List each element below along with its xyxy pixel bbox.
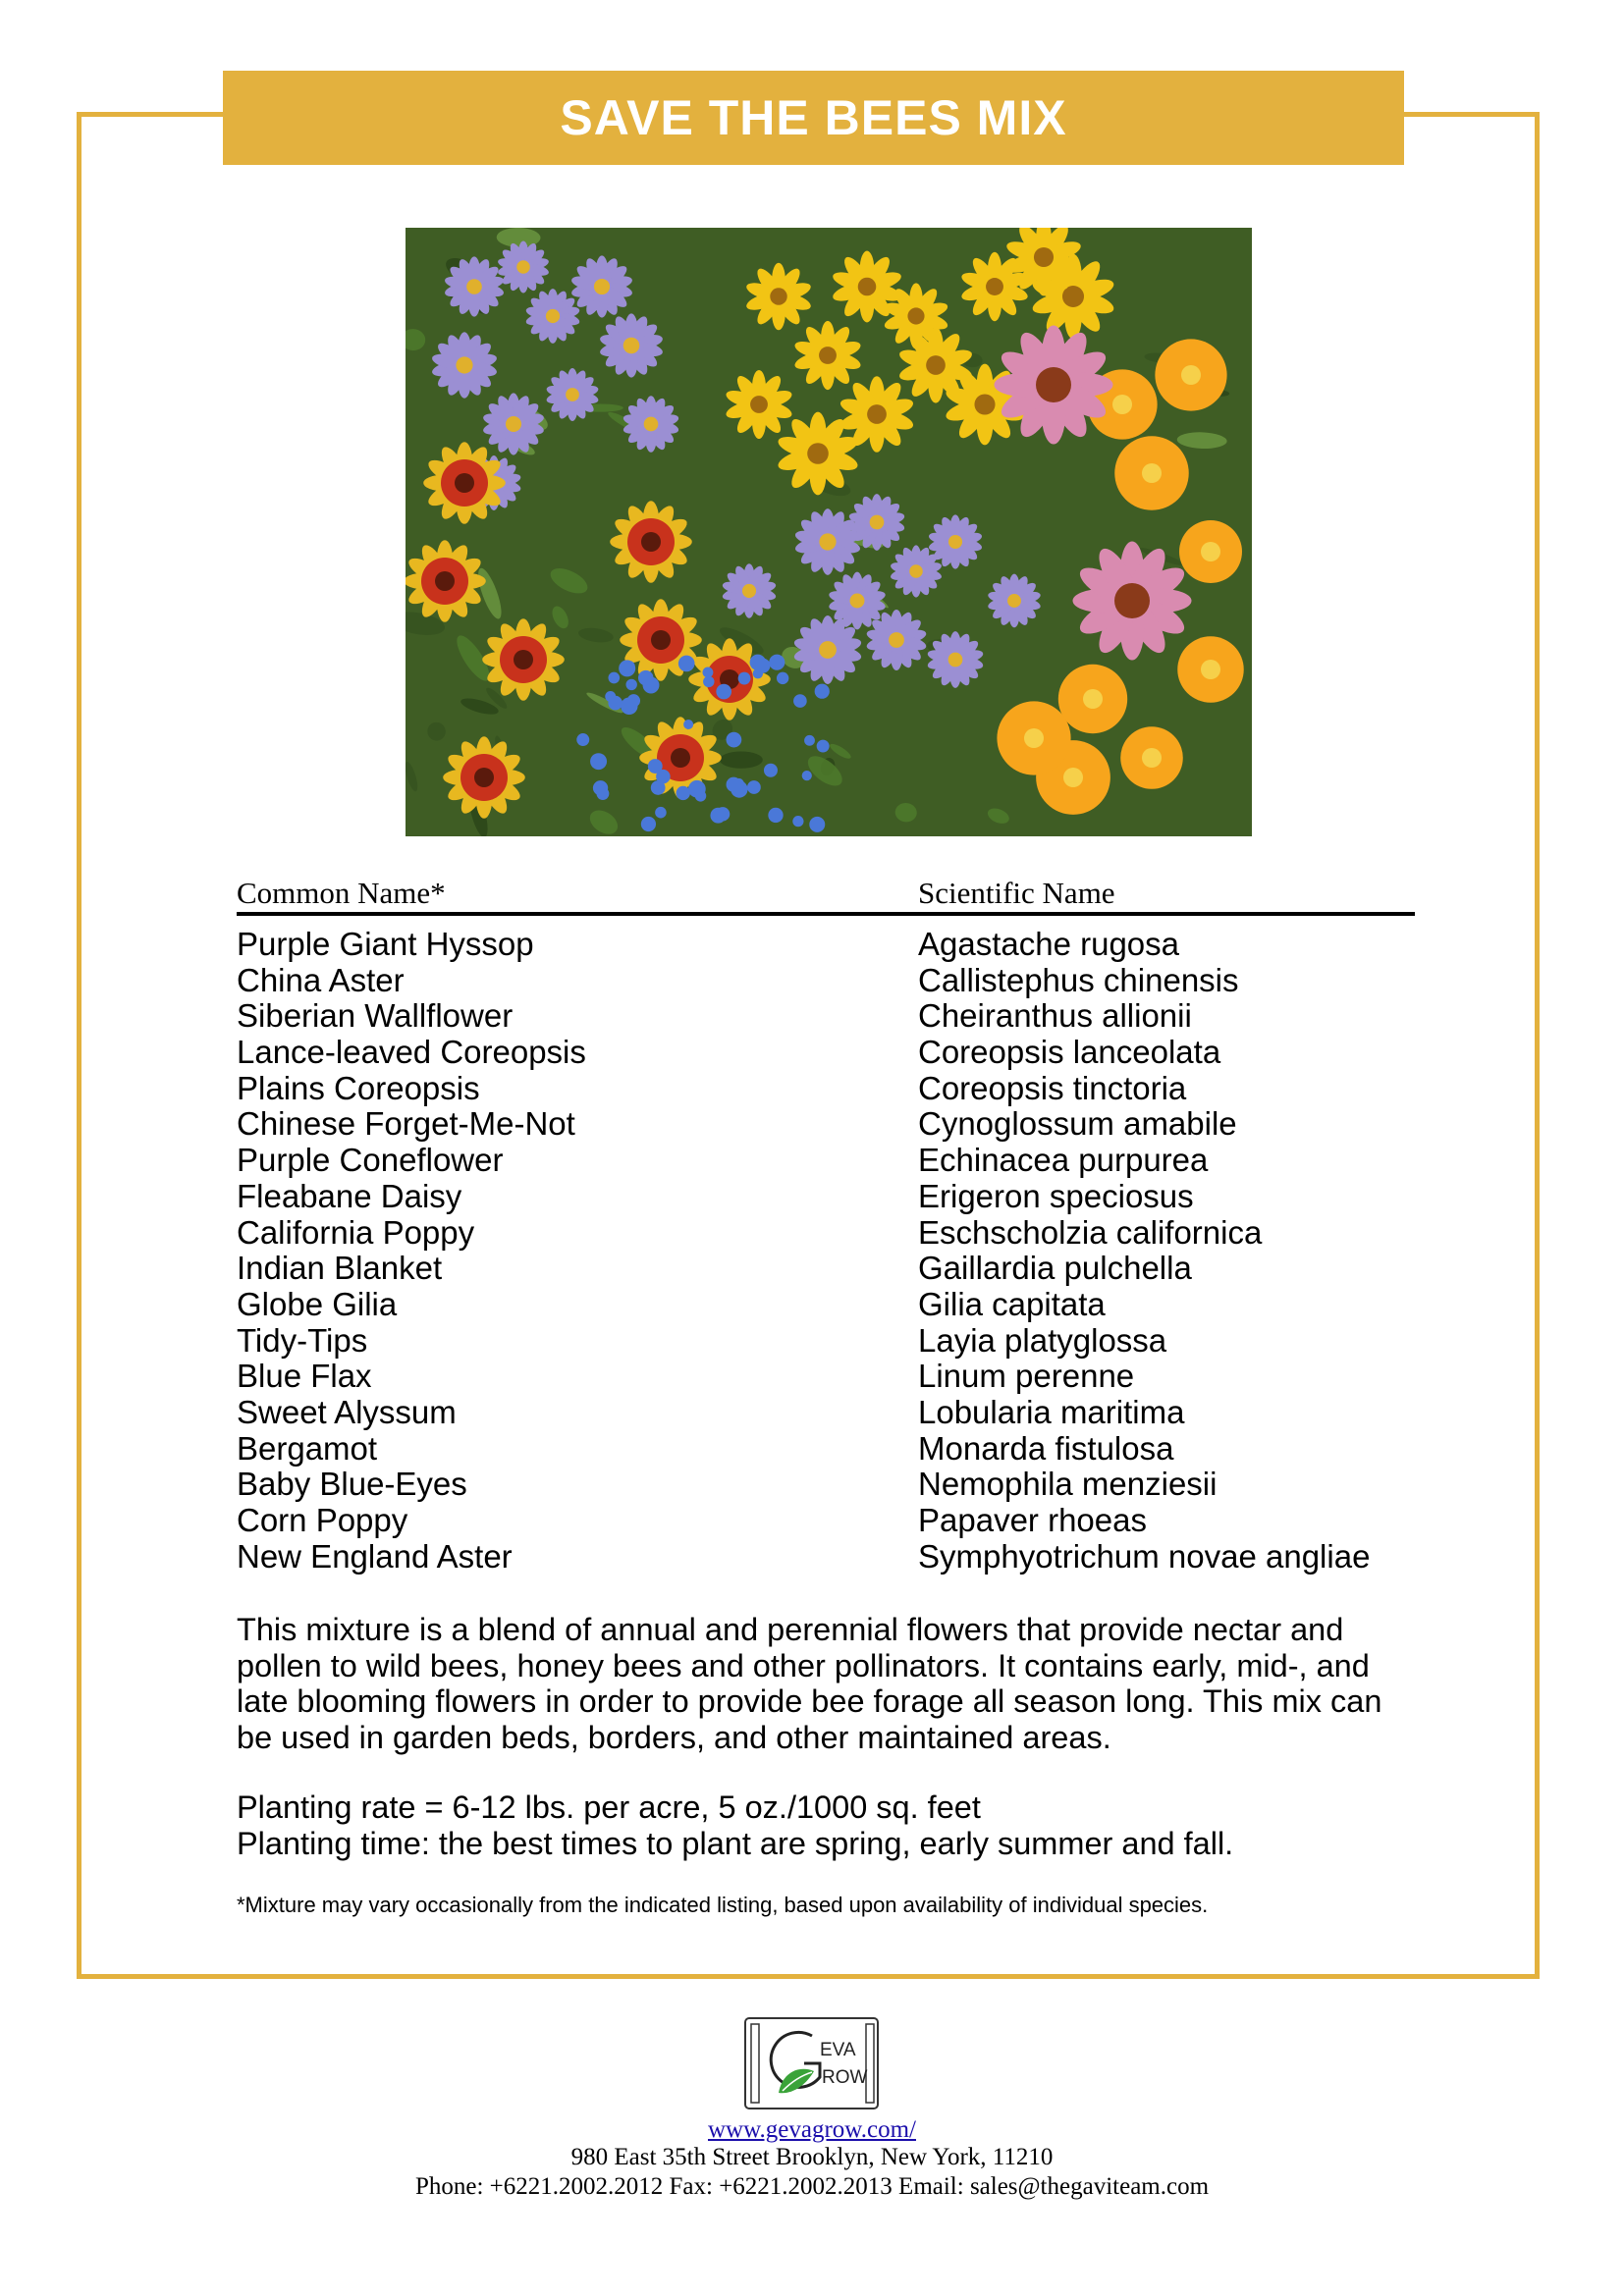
planting-time: Planting time: the best times to plant are spring, early summer and fall. bbox=[237, 1825, 1234, 1861]
common-name-item: New England Aster bbox=[237, 1537, 513, 1575]
logo-text-bottom: ROW bbox=[822, 2067, 868, 2088]
scientific-name-item: Symphyotrichum novae angliae bbox=[918, 1537, 1371, 1575]
scientific-name-item: Linum perenne bbox=[918, 1358, 1135, 1395]
scientific-name-item: Lobularia maritima bbox=[918, 1393, 1185, 1430]
scientific-name-item: Gaillardia pulchella bbox=[918, 1250, 1192, 1287]
scientific-name-item: Erigeron speciosus bbox=[918, 1177, 1194, 1214]
common-name-item: Sweet Alyssum bbox=[237, 1393, 457, 1430]
footer-contact: Phone: +6221.2002.2012 Fax: +6221.2002.2013 Email: sales@thegaviteam.com bbox=[414, 2173, 1210, 2200]
common-name-list bbox=[237, 927, 586, 1575]
footer-website bbox=[0, 2116, 1624, 2144]
scientific-name-item: Cynoglossum amabile bbox=[918, 1105, 1237, 1143]
planting-info bbox=[237, 1789, 1444, 1861]
description-line: be used in garden beds, borders, and other maintained areas. bbox=[237, 1719, 1111, 1755]
common-name-item: Chinese Forget-Me-Not bbox=[237, 1105, 575, 1143]
scientific-name-item: Cheiranthus allionii bbox=[918, 997, 1192, 1035]
website-link[interactable]: www.gevagrow.com/ bbox=[708, 2116, 916, 2143]
page-title: SAVE THE BEES MIX bbox=[560, 90, 1067, 145]
description-line: late blooming flowers in order to provide bee forage all season long. This mix can bbox=[237, 1683, 1382, 1719]
common-name-item: California Poppy bbox=[237, 1213, 475, 1251]
scientific-name-item: Layia platyglossa bbox=[918, 1321, 1167, 1359]
scientific-name-item: Echinacea purpurea bbox=[918, 1142, 1209, 1179]
geva-grow-logo bbox=[743, 2016, 900, 2110]
scientific-name-item: Agastache rugosa bbox=[918, 926, 1180, 962]
common-name-item: Tidy-Tips bbox=[237, 1321, 368, 1359]
common-name-item: Siberian Wallflower bbox=[237, 997, 514, 1035]
flowers-photo bbox=[406, 228, 1252, 836]
scientific-name-item: Monarda fistulosa bbox=[918, 1429, 1174, 1467]
scientific-name-item: Eschscholzia californica bbox=[918, 1213, 1263, 1251]
footer-address: 980 East 35th Street Brooklyn, New York, 11210 bbox=[570, 2144, 1054, 2170]
description-paragraph bbox=[237, 1612, 1444, 1755]
common-name-item: Bergamot bbox=[237, 1429, 378, 1467]
scientific-name-item: Coreopsis lanceolata bbox=[918, 1034, 1221, 1071]
common-name-item: Fleabane Daisy bbox=[237, 1177, 462, 1214]
header-scientific-name: Scientific Name bbox=[918, 876, 1115, 910]
common-name-item: China Aster bbox=[237, 961, 405, 998]
scientific-name-item: Papaver rhoeas bbox=[918, 1502, 1147, 1538]
common-name-item: Globe Gilia bbox=[237, 1285, 398, 1322]
header-common-name: Common Name* bbox=[237, 876, 446, 910]
description-line: pollen to wild bees, honey bees and other pollinators. It contains early, mid-, and bbox=[237, 1647, 1370, 1683]
common-name-item: Indian Blanket bbox=[237, 1250, 443, 1287]
common-name-item: Baby Blue-Eyes bbox=[237, 1466, 467, 1503]
common-name-item: Corn Poppy bbox=[237, 1502, 408, 1538]
scientific-name-item: Nemophila menziesii bbox=[918, 1466, 1218, 1503]
scientific-name-item: Coreopsis tinctoria bbox=[918, 1069, 1187, 1106]
scientific-name-item: Gilia capitata bbox=[918, 1285, 1106, 1322]
planting-rate: Planting rate = 6-12 lbs. per acre, 5 oz./1000 sq. feet bbox=[237, 1789, 981, 1825]
logo-text-top: EVA bbox=[820, 2040, 856, 2060]
common-name-item: Lance-leaved Coreopsis bbox=[237, 1034, 586, 1071]
common-name-item: Purple Coneflower bbox=[237, 1142, 504, 1179]
common-name-item: Purple Giant Hyssop bbox=[237, 926, 534, 962]
common-name-item: Plains Coreopsis bbox=[237, 1069, 480, 1106]
title-banner bbox=[223, 71, 1404, 165]
flowers-illustration bbox=[406, 228, 1252, 836]
common-name-item: Blue Flax bbox=[237, 1358, 372, 1395]
description-line: This mixture is a blend of annual and perennial flowers that provide nectar and bbox=[237, 1612, 1344, 1647]
scientific-name-item: Callistephus chinensis bbox=[918, 961, 1239, 998]
header-rule bbox=[237, 912, 1415, 916]
availability-note: *Mixture may vary occasionally from the indicated listing, based upon availability of individual species. bbox=[237, 1893, 1209, 1917]
scientific-name-list bbox=[918, 927, 1370, 1575]
